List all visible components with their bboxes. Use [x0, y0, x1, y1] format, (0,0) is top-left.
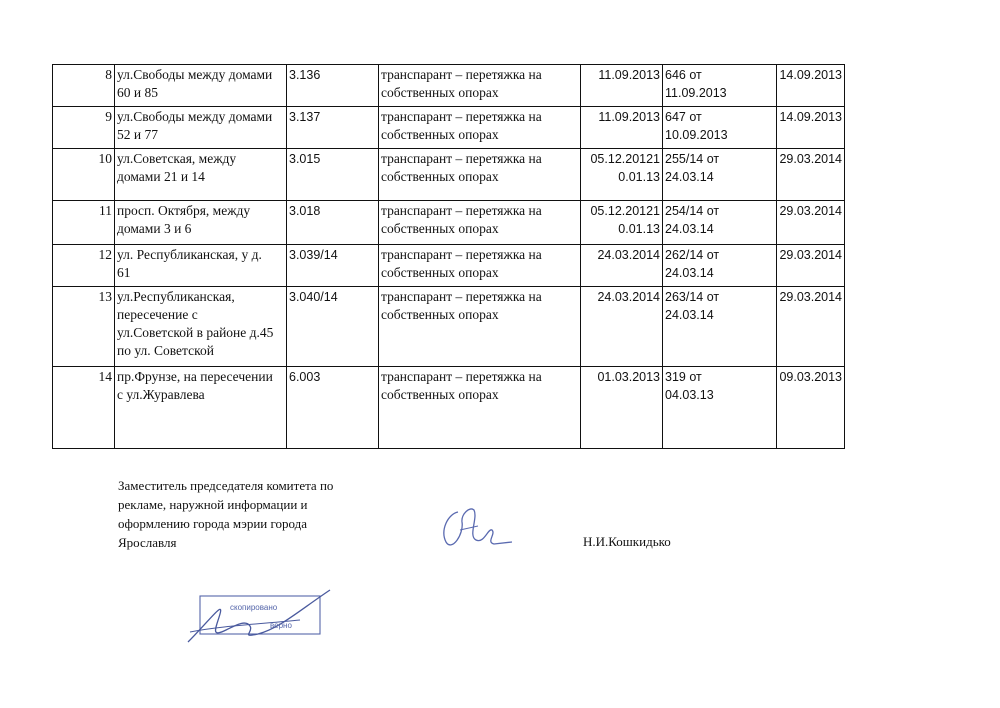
address-cell — [115, 367, 287, 449]
row-number-text: 9 — [105, 109, 112, 124]
address-cell — [115, 149, 287, 201]
code-cell-text: 3.040/14 — [289, 290, 338, 304]
installed-date-cell-text: 29.03.2014 — [779, 290, 842, 304]
row-number — [53, 107, 115, 149]
permit-cell — [663, 65, 777, 107]
type-cell-text: транспарант – перетяжка на собственных опорах — [381, 289, 542, 322]
date-cell — [581, 287, 663, 367]
installed-date-cell-text: 14.09.2013 — [779, 68, 842, 82]
row-number-text: 14 — [98, 369, 112, 384]
address-cell — [115, 107, 287, 149]
row-number-text: 12 — [98, 247, 112, 262]
address-cell — [115, 287, 287, 367]
table-body — [53, 65, 845, 449]
row-number-text: 11 — [99, 203, 112, 218]
code-cell-text: 6.003 — [289, 370, 321, 384]
table-row — [53, 245, 845, 287]
signer-name: Н.И.Кошкидько — [583, 534, 671, 549]
permit-cell — [663, 201, 777, 245]
address-cell — [115, 245, 287, 287]
installed-date-cell-text: 09.03.2013 — [779, 370, 842, 384]
address-cell-text: ул.Советская, между домами 21 и 14 — [117, 151, 237, 184]
table-row — [53, 107, 845, 149]
installed-date-cell-text: 14.09.2013 — [779, 110, 842, 124]
date-cell — [581, 367, 663, 449]
code-cell — [287, 201, 379, 245]
permit-cell-text: 262/14 от 24.03.14 — [665, 248, 720, 280]
type-cell — [379, 245, 581, 287]
code-cell-text: 3.018 — [289, 204, 321, 218]
row-number — [53, 65, 115, 107]
code-cell — [287, 245, 379, 287]
date-cell-text: 11.09.2013 — [598, 68, 660, 82]
installed-date-cell — [777, 245, 845, 287]
address-cell-text: пр.Фрунзе, на пересечении с ул.Журавлева — [117, 369, 273, 402]
permit-cell — [663, 149, 777, 201]
permit-cell-text: 254/14 от 24.03.14 — [665, 204, 720, 236]
row-number — [53, 245, 115, 287]
permit-cell — [663, 287, 777, 367]
address-cell-text: просп. Октября, между домами 3 и 6 — [117, 203, 251, 236]
stamp-line-2: верно — [270, 621, 292, 630]
date-cell-text: 05.12.20121 0.01.13 — [590, 204, 660, 236]
type-cell — [379, 287, 581, 367]
permit-cell-text: 255/14 от 24.03.14 — [665, 152, 720, 184]
date-cell — [581, 107, 663, 149]
date-cell — [581, 149, 663, 201]
permit-cell — [663, 107, 777, 149]
date-cell — [581, 65, 663, 107]
code-cell-text: 3.015 — [289, 152, 321, 166]
installed-date-cell-text: 29.03.2014 — [779, 152, 842, 166]
row-number — [53, 201, 115, 245]
installed-date-cell — [777, 367, 845, 449]
row-number-text: 13 — [98, 289, 112, 304]
installed-date-cell — [777, 65, 845, 107]
table-row — [53, 287, 845, 367]
stamp-line-1: скопировано — [230, 603, 278, 612]
row-number — [53, 149, 115, 201]
code-cell — [287, 367, 379, 449]
address-cell — [115, 65, 287, 107]
permit-cell — [663, 367, 777, 449]
copy-stamp-image — [180, 580, 370, 650]
row-number — [53, 367, 115, 449]
address-cell-text: ул.Свободы между домами 52 и 77 — [117, 109, 273, 142]
code-cell — [287, 65, 379, 107]
permit-cell — [663, 245, 777, 287]
code-cell-text: 3.039/14 — [289, 248, 338, 262]
type-cell — [379, 65, 581, 107]
type-cell-text: транспарант – перетяжка на собственных опорах — [381, 67, 542, 100]
address-cell-text: ул. Республиканская, у д. 61 — [117, 247, 262, 280]
type-cell-text: транспарант – перетяжка на собственных опорах — [381, 247, 542, 280]
installed-date-cell — [777, 287, 845, 367]
code-cell — [287, 149, 379, 201]
type-cell — [379, 367, 581, 449]
type-cell-text: транспарант – перетяжка на собственных опорах — [381, 109, 542, 142]
address-cell-text: ул.Республиканская, пересечение с ул.Советской в районе д.45 по ул. Советской — [117, 289, 274, 358]
signer-title: Заместитель председателя комитета по рекламе, наружной информации и оформлению города мэрии города Ярославля — [118, 478, 334, 550]
row-number-text: 8 — [105, 67, 112, 82]
table-row — [53, 367, 845, 449]
table-row — [53, 201, 845, 245]
row-number — [53, 287, 115, 367]
address-cell — [115, 201, 287, 245]
permit-cell-text: 263/14 от 24.03.14 — [665, 290, 720, 322]
row-number-text: 10 — [98, 151, 112, 166]
type-cell — [379, 107, 581, 149]
installed-date-cell-text: 29.03.2014 — [779, 204, 842, 218]
code-cell-text: 3.137 — [289, 110, 321, 124]
permit-cell-text: 646 от 11.09.2013 — [665, 68, 727, 100]
code-cell — [287, 107, 379, 149]
permit-cell-text: 647 от 10.09.2013 — [665, 110, 728, 142]
installed-date-cell — [777, 149, 845, 201]
date-cell-text: 11.09.2013 — [598, 110, 660, 124]
type-cell — [379, 149, 581, 201]
type-cell-text: транспарант – перетяжка на собственных опорах — [381, 369, 542, 402]
code-cell — [287, 287, 379, 367]
type-cell — [379, 201, 581, 245]
table-row — [53, 149, 845, 201]
type-cell-text: транспарант – перетяжка на собственных опорах — [381, 203, 542, 236]
installed-date-cell-text: 29.03.2014 — [779, 248, 842, 262]
permit-cell-text: 319 от 04.03.13 — [665, 370, 714, 402]
code-cell-text: 3.136 — [289, 68, 321, 82]
signature-image — [430, 500, 520, 560]
installed-date-cell — [777, 107, 845, 149]
date-cell-text: 24.03.2014 — [597, 290, 660, 304]
date-cell-text: 05.12.20121 0.01.13 — [590, 152, 660, 184]
type-cell-text: транспарант – перетяжка на собственных опорах — [381, 151, 542, 184]
advertising-register-table — [52, 64, 845, 449]
date-cell — [581, 201, 663, 245]
date-cell — [581, 245, 663, 287]
date-cell-text: 24.03.2014 — [597, 248, 660, 262]
installed-date-cell — [777, 201, 845, 245]
address-cell-text: ул.Свободы между домами 60 и 85 — [117, 67, 273, 100]
table-row — [53, 65, 845, 107]
date-cell-text: 01.03.2013 — [597, 370, 660, 384]
